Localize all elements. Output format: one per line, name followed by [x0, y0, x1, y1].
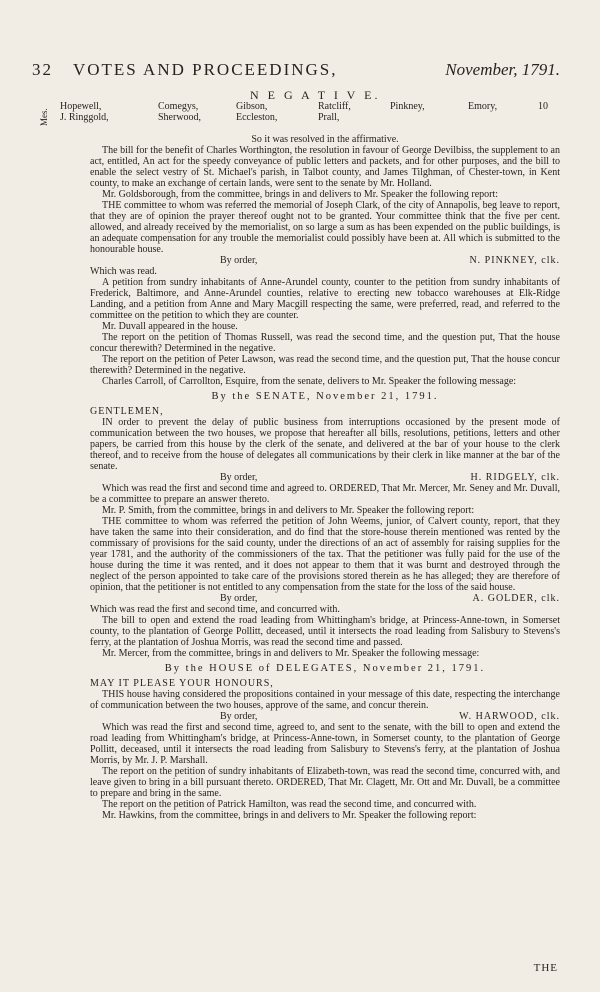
paragraph: Which was read the first and second time, agreed to, and sent to the senate, with the bill to open and extend the road leading from Whittingham's bridge, at Princess-Anne-town, in Somerset county, to the plantation of George Pollitt, deceased, until it intersects the road leading from Salisbury to Stevens's ferry, at the plantation of Joshua Morris, by Mr. J. P. Marshall. — [90, 722, 560, 766]
page-header — [32, 60, 560, 80]
negative-vote-title: N E G A T I V E. — [250, 88, 381, 102]
vote-name: Prall, — [318, 112, 340, 123]
paragraph: The report on the petition of Patrick Hamilton, was read the second time, and concurred with. — [102, 799, 477, 810]
signature-line — [90, 593, 560, 604]
paragraph: Mr. Hawkins, from the committee, brings in and delivers to Mr. Speaker the following report: — [102, 810, 477, 821]
signature-line — [90, 711, 560, 722]
signature-line — [90, 472, 560, 483]
header-date: November, 1791. — [445, 60, 560, 79]
report-text: THE committee to whom was referred the petition of John Weems, junior, of Calvert county, report, that they have taken the same into their consideration, and do find that the store-house therein mentioned was rented by the commissary of provisions for the said county, under the directions of an act of assembly for raising supplies for the year 1781, and the authority of the commissioners of the tax. That the petitioner was fully paid for the use of the house during the time it was rented, and it does not appear to them that it was burnt and destroyed through the neglect of the person appointed to take care of the provisions stored therein as he has alleged; they are therefore of opinion, that the petitioner is not entitled to any compensation from the state for the loss of the said house. — [90, 516, 560, 593]
paragraph: The report on the petition of sundry inhabitants of Elizabeth-town, was read the second time, concurred with, and leave given to bring in a bill pursuant thereto. ORDERED, That Mr. Clagett, Mr. Ott and Mr. Duvall, be a committee to prepare and bring in the same. — [90, 766, 560, 799]
paragraph: Which was read the first and second time, and concurred with. — [90, 604, 340, 615]
clerk-name: W. HARWOOD, clk. — [459, 711, 560, 722]
paragraph: Charles Carroll, of Carrollton, Esquire, from the senate, delivers to Mr. Speaker the following message: — [102, 376, 517, 387]
vote-name: Emory, — [468, 101, 498, 112]
message-text: THIS house having considered the propositions contained in your message of this date, respecting the interchange of communication between the two houses, approve of the same, and concur therein. — [90, 689, 560, 711]
paragraph: The bill to open and extend the road leading from Whittingham's bridge, at Princess-Anne-town, in Somerset county, to the plantation of George Pollitt, deceased, until it intersects the road leading from Salisbury to Stevens's ferry, at the plantation of Joshua Morris, was read the second time and passed. — [90, 615, 560, 648]
catchword: THE — [533, 962, 558, 974]
paragraph: Mr. Duvall appeared in the house. — [102, 321, 238, 332]
paragraph: The report on the petition of Peter Lawson, was read the second time, and the question put, That the house concur therewith? Determined in the negative. — [90, 354, 560, 376]
salutation: GENTLEMEN, — [90, 406, 164, 417]
page-number: 32 — [32, 60, 53, 79]
by-order: By order, — [220, 711, 258, 722]
vote-count: 10 — [538, 101, 548, 112]
paragraph: The report on the petition of Thomas Russell, was read the second time, and the question put, That the house concur therewith? Determined in the negative. — [90, 332, 560, 354]
house-heading: By the HOUSE of DELEGATES, November 21, 1791. — [164, 663, 486, 674]
paragraph: Mr. Goldsborough, from the committee, brings in and delivers to Mr. Speaker the following report: — [102, 189, 499, 200]
resolution-result: So it was resolved in the affirmative. — [251, 134, 399, 145]
vote-name: Hopewell, — [60, 101, 102, 112]
signature-line — [90, 255, 560, 266]
message-text: IN order to prevent the delay of public business from interruptions occasioned by the present mode of communication between the two houses, we propose that hereafter all bills, resolutions, petitions, letters and other papers, be carried from this house by the clerk of the senate, and delivered at the bar of your house to the clerk thereof, and to receive from the house of delegates all communications by their clerk in like manner at the bar of the senate. — [90, 417, 560, 472]
vote-name: J. Ringgold, — [60, 112, 109, 123]
paragraph: Mr. Mercer, from the committee, brings in and delivers to Mr. Speaker the following message: — [102, 648, 480, 659]
by-order: By order, — [220, 593, 258, 604]
vote-side-label: Mes. — [39, 108, 49, 126]
document-body — [90, 134, 560, 821]
vote-name: Pinkney, — [390, 101, 425, 112]
report-text: THE committee to whom was referred the memorial of Joseph Clark, of the city of Annapolis, beg leave to report, that they are of opinion the prayer thereof ought not to be granted. Your committee think that the five per cent. allowed, and already received by the memorialist, on so large a sum as has been expended on the public buildings, is an adequate compensation for any trouble the memorialist could possibly have been at. All which is submitted to the honourable house. — [90, 200, 560, 255]
clerk-name: A. GOLDER, clk. — [472, 593, 560, 604]
clerk-name: H. RIDGELY, clk. — [470, 472, 560, 483]
clerk-name: N. PINKNEY, clk. — [469, 255, 560, 266]
vote-name: Sherwood, — [158, 112, 202, 123]
running-title: VOTES AND PROCEEDINGS, — [72, 60, 338, 79]
paragraph: Which was read. — [90, 266, 157, 277]
paragraph: A petition from sundry inhabitants of Anne-Arundel county, counter to the petition from sundry inhabitants of Frederick, Baltimore, and Anne-Arundel counties, relative to erecting new tobacco warehouses at Elk-Ridge Landing, and a petition from Anne and Mary Macgill respecting the same, were preferred, read, and referred to the committee on the petition to which they are counter. — [90, 277, 560, 321]
paragraph: The bill for the benefit of Charles Worthington, the resolution in favour of George Devilbiss, the supplement to an act, entitled, An act for the speedy conveyance of public letters and packets, and for other purposes, and the bill to enable the select vestry of St. Michael's parish, in Talbot county, and James Tilghman, of Chester-town, in Kent county, to make an exchange of certain lands, were sent to the senate by Mr. Holland. — [90, 145, 560, 189]
vote-name: Eccleston, — [236, 112, 278, 123]
by-order: By order, — [220, 255, 258, 266]
vote-name: Comegys, — [158, 101, 199, 112]
paragraph: Which was read the first and second time and agreed to. ORDERED, That Mr. Mercer, Mr. Seney and Mr. Duvall, be a committee to prepare an answer thereto. — [90, 483, 560, 505]
vote-name: Gibson, — [236, 101, 268, 112]
vote-name: Ratcliff, — [318, 101, 351, 112]
by-order: By order, — [220, 472, 258, 483]
paragraph: Mr. P. Smith, from the committee, brings in and delivers to Mr. Speaker the following report: — [102, 505, 475, 516]
senate-heading: By the SENATE, November 21, 1791. — [211, 391, 439, 402]
salutation: MAY IT PLEASE YOUR HONOURS, — [90, 678, 274, 689]
